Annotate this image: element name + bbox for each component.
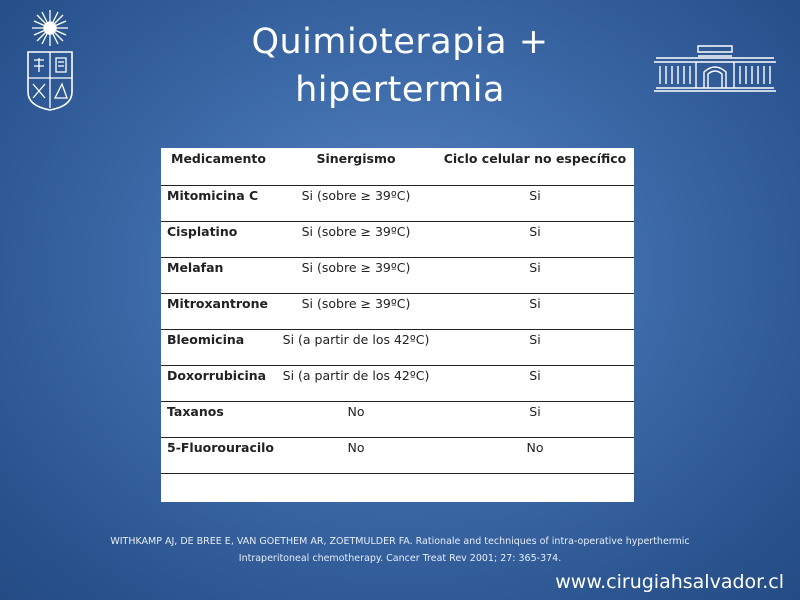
- synergy-value: Si (sobre ≥ 39ºC): [276, 257, 436, 293]
- citation-line-2: Intraperitoneal chemotherapy. Cancer Treat Rev 2001; 27: 365-374.: [238, 553, 562, 564]
- website-url: www.cirugiahsalvador.cl: [555, 571, 784, 593]
- table-header-row: [161, 148, 634, 185]
- drug-name: Taxanos: [161, 401, 276, 437]
- cycle-value: Si: [436, 257, 634, 293]
- synergy-value: Si (a partir de los 42ºC): [276, 365, 436, 401]
- cycle-value: Si: [436, 329, 634, 365]
- table-row: [161, 329, 634, 365]
- header-sinergismo: Sinergismo: [276, 148, 436, 185]
- title-line-2: hipertermia: [295, 70, 505, 110]
- synergy-value: Si (sobre ≥ 39ºC): [276, 293, 436, 329]
- slide-title: [200, 18, 600, 114]
- title-line-1: Quimioterapia +: [251, 22, 549, 62]
- hospital-building-icon: [652, 40, 778, 92]
- synergy-value: No: [276, 437, 436, 473]
- cycle-value: Si: [436, 365, 634, 401]
- cycle-value: Si: [436, 293, 634, 329]
- synergy-value: Si (sobre ≥ 39ºC): [276, 185, 436, 221]
- table-row: [161, 257, 634, 293]
- drug-table: [161, 148, 634, 502]
- drug-name: Mitomicina C: [161, 185, 276, 221]
- table-row: [161, 185, 634, 221]
- citation-line-1: WITHKAMP AJ, DE BREE E, VAN GOETHEM AR, ZOETMULDER FA. Rationale and techniques of intra-operative hyperthermic: [110, 536, 690, 547]
- drug-name: Doxorrubicina: [161, 365, 276, 401]
- drug-name: Cisplatino: [161, 221, 276, 257]
- synergy-value: Si (sobre ≥ 39ºC): [276, 221, 436, 257]
- table-row: [161, 365, 634, 401]
- cycle-value: No: [436, 437, 634, 473]
- table-row: [161, 293, 634, 329]
- cycle-value: Si: [436, 185, 634, 221]
- table-row: [161, 401, 634, 437]
- table-row: [161, 437, 634, 473]
- drug-name: Melafan: [161, 257, 276, 293]
- header-ciclo-celular: Ciclo celular no específico: [436, 148, 634, 185]
- citation-reference: [90, 533, 710, 567]
- university-crest-icon: [22, 8, 78, 112]
- cycle-value: Si: [436, 221, 634, 257]
- drug-name: Bleomicina: [161, 329, 276, 365]
- synergy-value: No: [276, 401, 436, 437]
- synergy-value: Si (a partir de los 42ºC): [276, 329, 436, 365]
- drug-name: 5-Fluorouracilo: [161, 437, 276, 473]
- cycle-value: Si: [436, 401, 634, 437]
- drug-name: Mitroxantrone: [161, 293, 276, 329]
- table-row: [161, 221, 634, 257]
- header-medicamento: Medicamento: [161, 148, 276, 185]
